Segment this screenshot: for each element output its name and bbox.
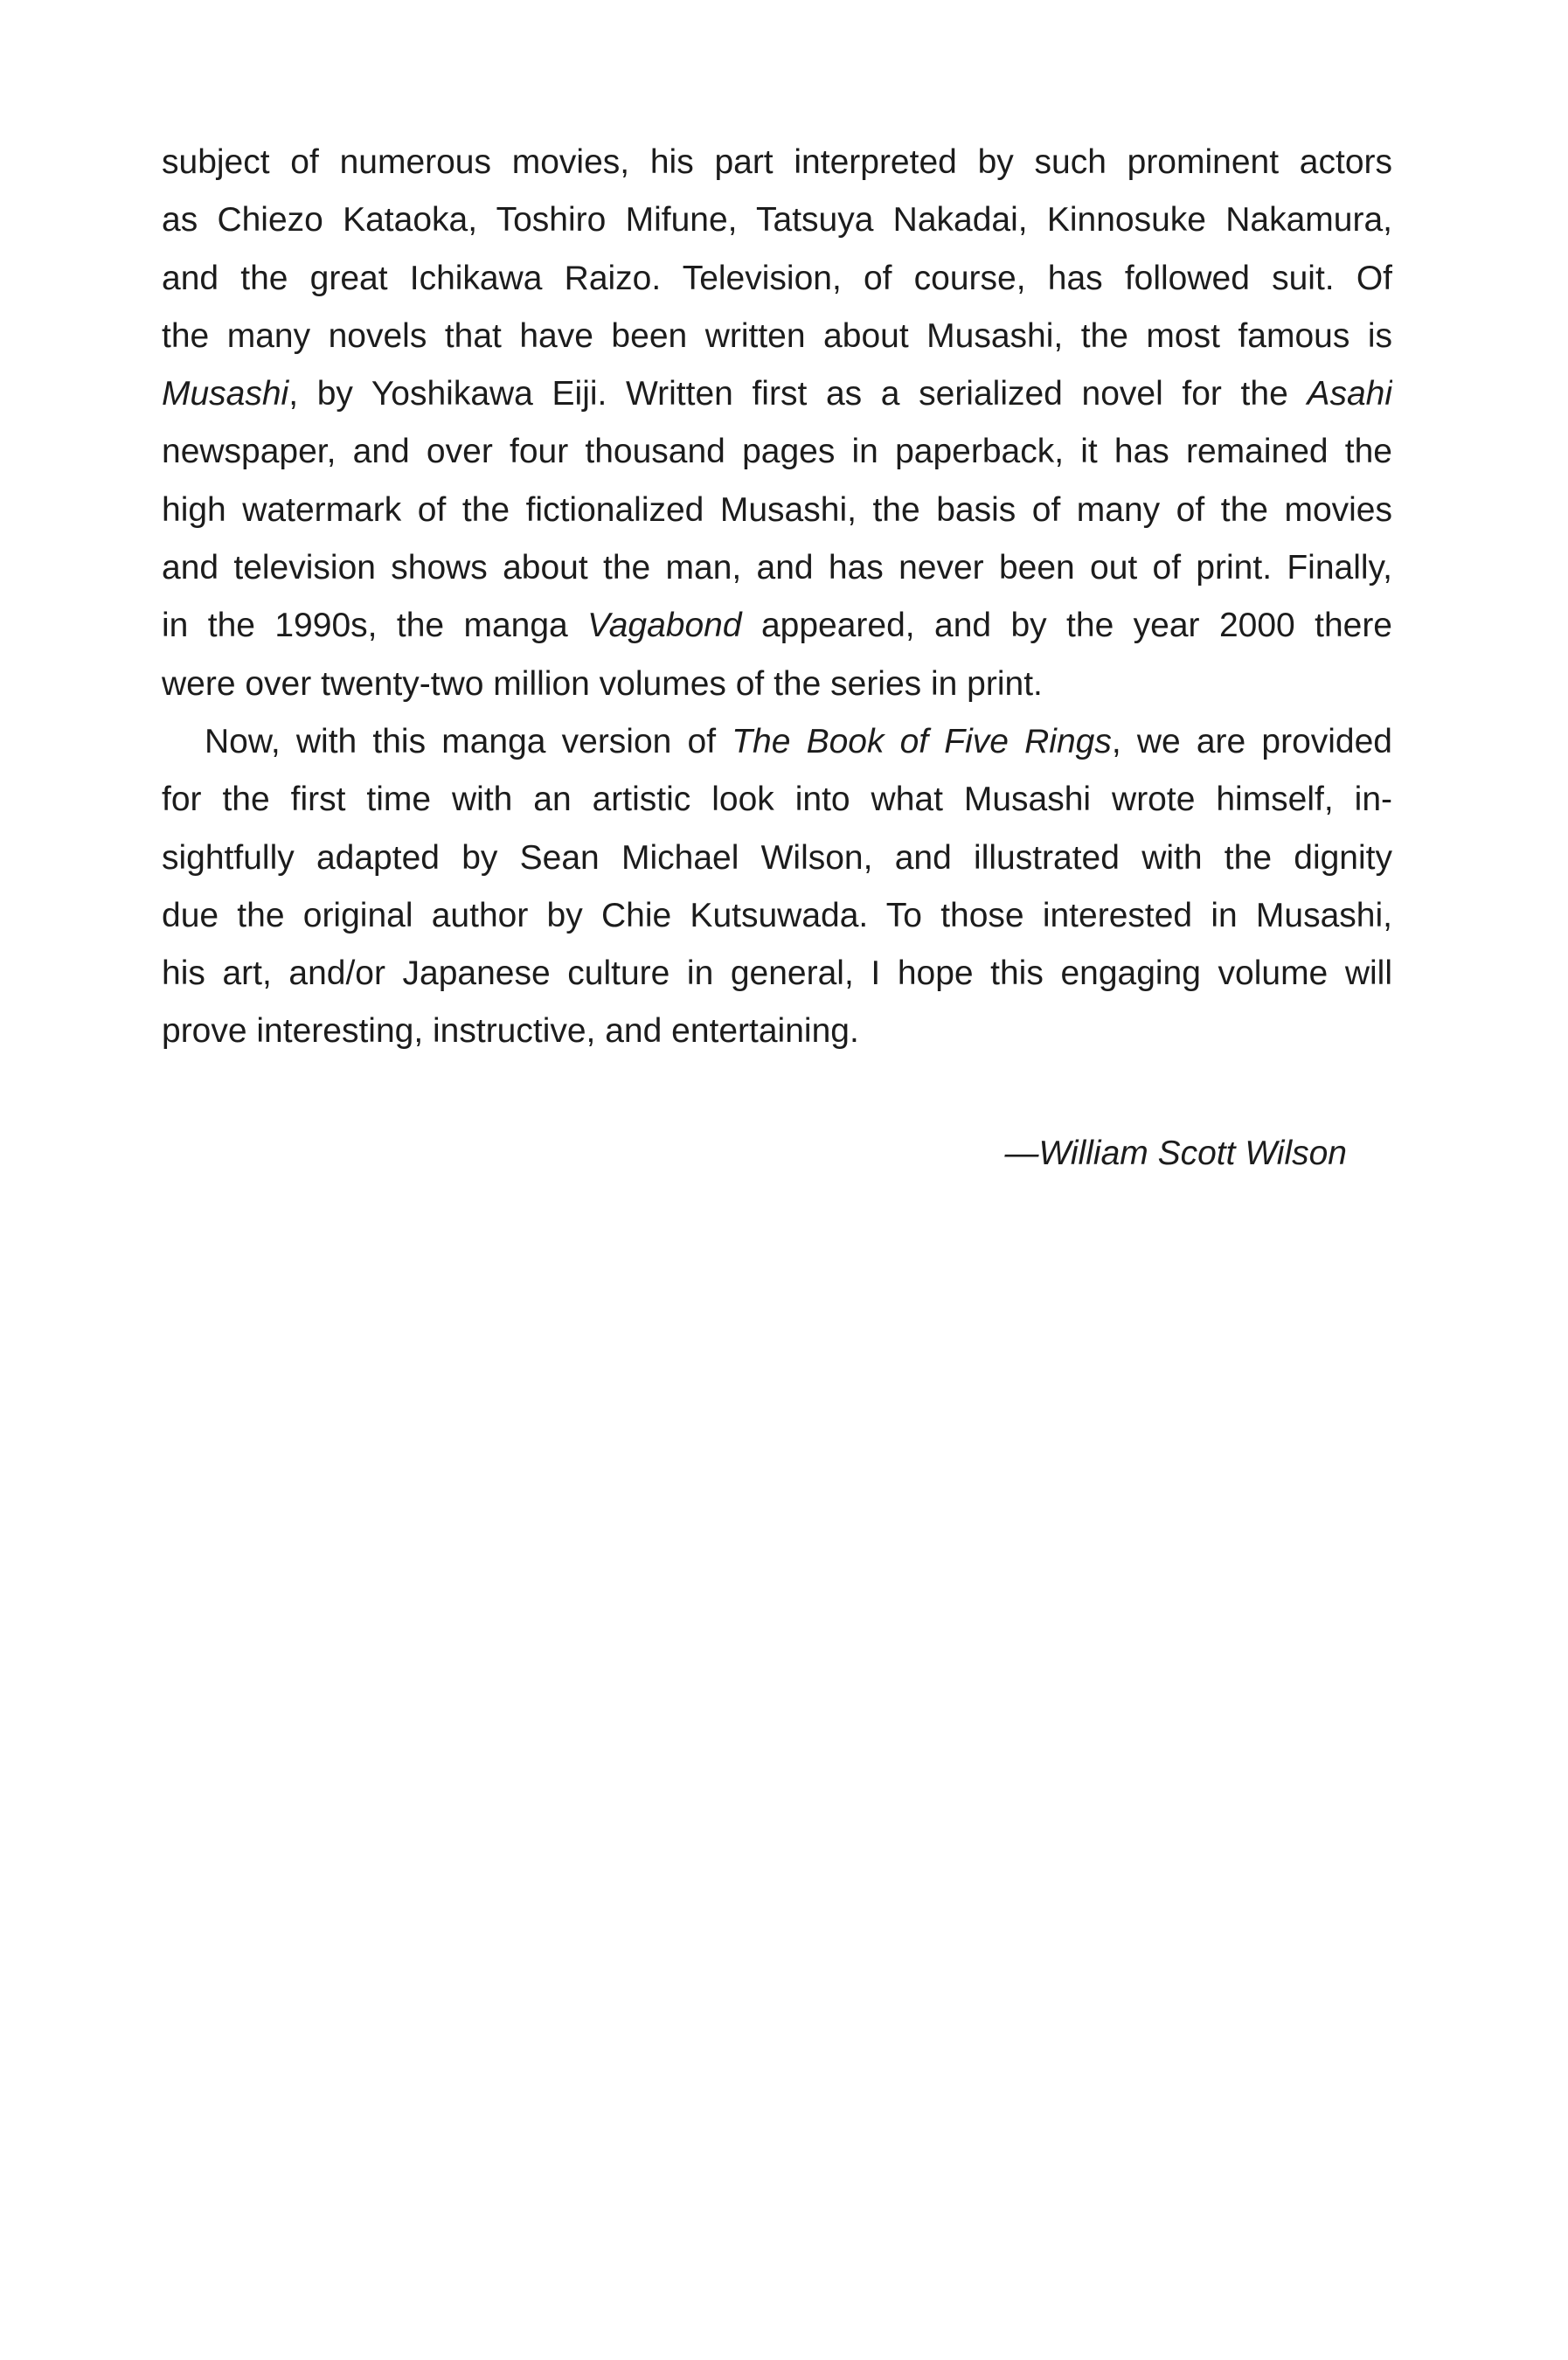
paragraph-1-line-5 (162, 365, 1392, 423)
line-5-text: , by Yoshikawa Eiji. Written first as a serialized novel for the (288, 375, 1308, 413)
paragraph-1-line-10: were over twenty-two million volumes of the series in print. (162, 664, 1043, 703)
p2-line-1-text-a: Now, with this manga version of (205, 722, 732, 760)
paragraph-2-line-5: his art, and/or Japanese culture in general, I hope this engaging volume will (162, 954, 1392, 993)
title-asahi: Asahi (1307, 375, 1392, 413)
paragraph-1-line-4: the many novels that have been written about Musashi, the most famous is (162, 316, 1392, 355)
paragraph-2-line-1 (162, 713, 1392, 771)
title-book-of-five-rings: The Book of Five Rings (732, 722, 1112, 760)
paragraph-1-line-9 (162, 597, 1392, 655)
paragraph-1-line-1: subject of numerous movies, his part interpreted by such prominent actors (162, 143, 1392, 181)
line-9-text-b: appeared, and by the year 2000 there (741, 607, 1392, 645)
line-9-text-a: in the 1990s, the manga (162, 607, 588, 645)
author-signature: —William Scott Wilson (1004, 1135, 1347, 1172)
paragraph-1-line-7: high watermark of the fictionalized Musashi, the basis of many of the movies (162, 490, 1392, 529)
paragraph-1-line-2: as Chiezo Kataoka, Toshiro Mifune, Tatsuya Nakadai, Kinnosuke Nakamura, (162, 201, 1392, 239)
body-text (162, 134, 1392, 1061)
paragraph-1-line-6: newspaper, and over four thousand pages in paperback, it has remained the (162, 433, 1392, 471)
paragraph-2-line-3: sightfully adapted by Sean Michael Wilson, and illustrated with the dignity (162, 838, 1392, 877)
paragraph-2-line-2: for the first time with an artistic look into what Musashi wrote himself, in- (162, 781, 1392, 819)
paragraph-1-line-8: and television shows about the man, and has never been out of print. Finally, (162, 549, 1392, 587)
paragraph-2-line-4: due the original author by Chie Kutsuwada. To those interested in Musashi, (162, 896, 1392, 934)
p2-line-1-text-b: , we are provided (1111, 722, 1392, 760)
paragraph-2-line-6: prove interesting, instructive, and entertaining. (162, 1012, 859, 1051)
title-vagabond: Vagabond (587, 607, 742, 645)
paragraph-1-line-3: and the great Ichikawa Raizo. Television, of course, has followed suit. Of (162, 259, 1392, 297)
title-musashi: Musashi (162, 375, 289, 413)
